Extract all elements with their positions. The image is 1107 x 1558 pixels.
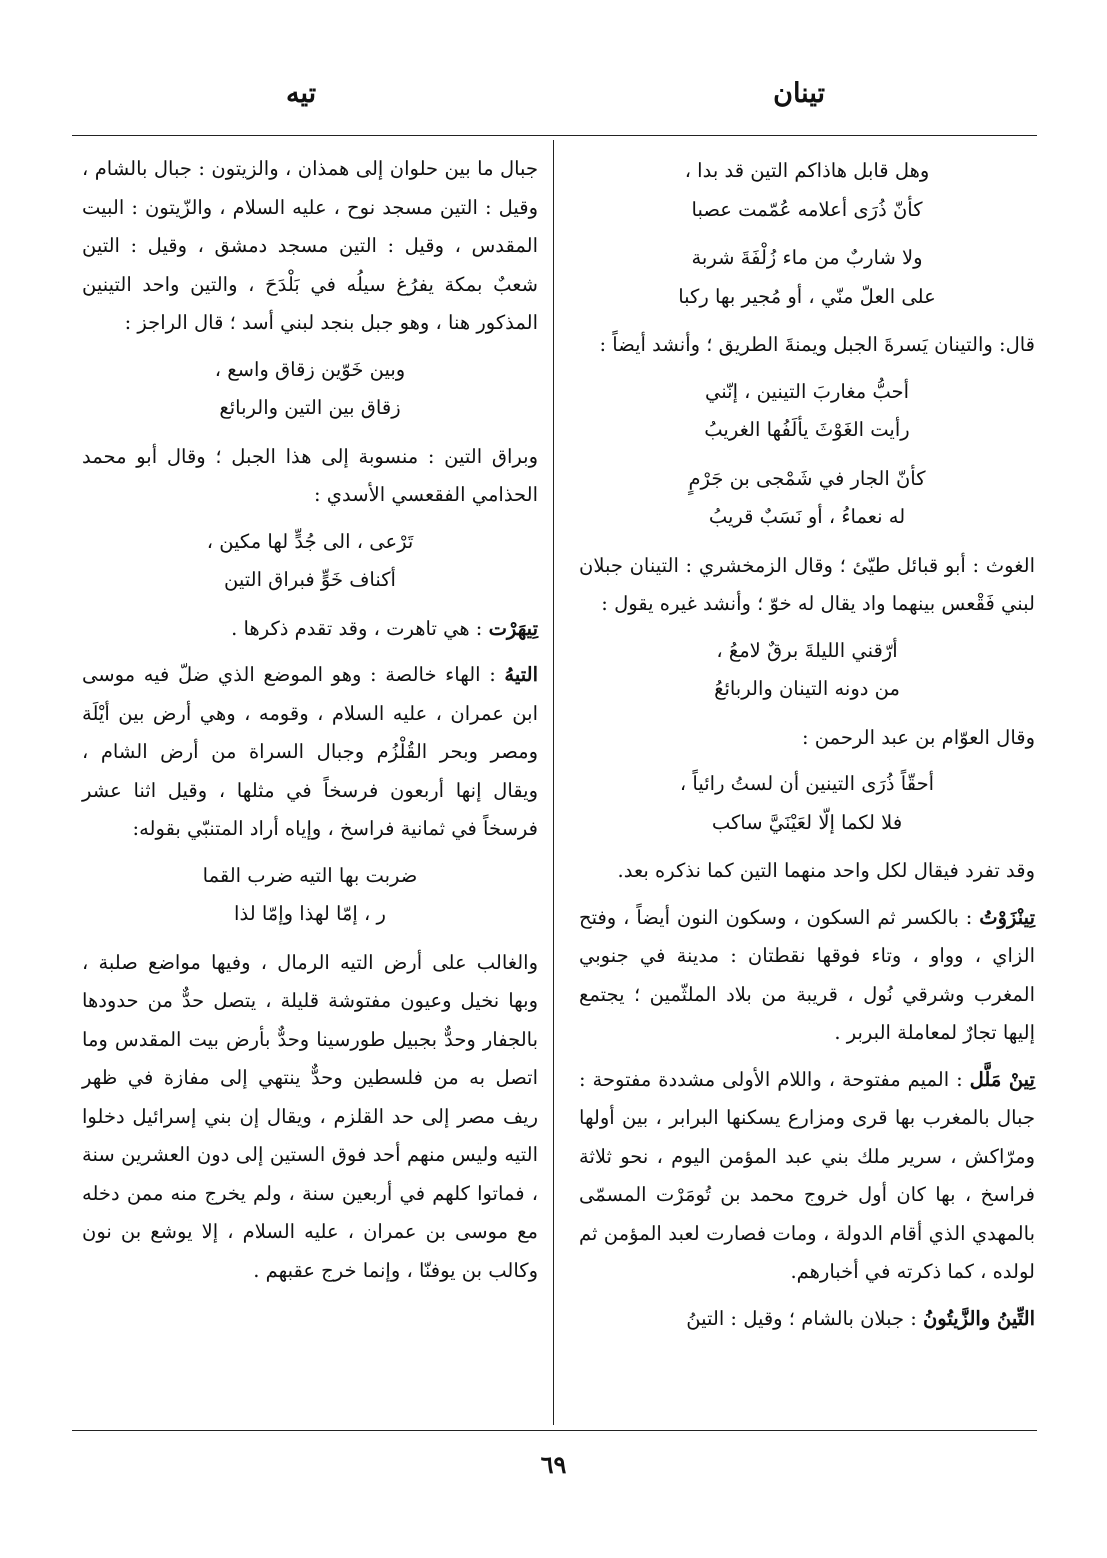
paragraph: وقال العوّام بن عبد الرحمن : — [801, 725, 1035, 749]
verse-line: أحقّاً ذُرَى التينين أن لستُ رائياً ، — [679, 772, 935, 795]
dictionary-entry — [82, 656, 538, 849]
paragraph: الغوث : أبو قبائل طيّئ ؛ وقال الزمخشري : التينان جبلان لبني فَقْعس بينهما واد يقال له خوّ ؛ وأنشد غيره يقول : — [579, 553, 1035, 615]
entry-text: : جبلان بالشام ؛ وقيل : التينُ — [686, 1306, 923, 1330]
verse-line: تَرْعى ، الى جُدٍّ لها مكين ، — [206, 529, 414, 553]
page-number: ٦٩ — [540, 1450, 567, 1479]
verse-line: رأيت الغَوْثَ يألَفُها الغريبُ — [704, 418, 910, 441]
verse-line: وهل قابل هاذاكم التين قد بدا ، — [684, 159, 930, 182]
verse-line: من دونه التينان والربائعُ — [714, 677, 900, 700]
entry-headword: تِينْ مَلَّل — [969, 1067, 1035, 1091]
verse-line: فلا لكما إلّا لعَيْنَيَّ ساكب — [711, 810, 903, 834]
verse-block — [579, 152, 1035, 229]
dictionary-entry — [579, 899, 1035, 1053]
verse-line: كأنّ الجار في شَمْجى بن جَرْمٍ — [688, 466, 926, 490]
verse-line: ضربت بها التيه ضرب القما — [202, 863, 418, 887]
header-word-left: تيه — [286, 78, 317, 109]
column-divider — [553, 140, 554, 1425]
verse-line: ر ، إمّا لهذا وإمّا لذا — [234, 902, 386, 925]
paragraph: وقد تفرد فيقال لكل واحد منهما التين كما نذكره بعد. — [617, 859, 1035, 882]
entry-text: : هي تاهرت ، وقد تقدم ذكرها . — [231, 616, 489, 640]
verse-line: ولا شاربٌ من ماء زُلْفَةَ شربة — [691, 246, 923, 269]
entry-headword: تِيهَرْت — [488, 616, 538, 640]
header-word-right: تينان — [773, 78, 825, 109]
verse-line: كأنّ ذُرَى أعلامه عُمّمت عصبا — [691, 197, 923, 221]
verse-line: أحبُّ مغاربَ التينين ، إنّني — [705, 379, 909, 403]
paragraph: والغالب على أرض التيه الرمال ، وفيها مواضع صلبة ، وبها نخيل وعيون مفتوشة قليلة ، يتصل حدٌّ من حدودها بالجفار وحدٌّ بجبيل طورسينا وحدٌّ بأرض بيت المقدس وما اتصل به من فلسطين وحدٌّ ينتهي إلى مفازة في ظهر ريف مصر إلى حد القلزم ، ويقال إن بني إسرائيل دخلوا التيه وليس منهم أحد فوق الستين إلى دون العشرين سنة ، فماتوا كلهم في أربعين سنة ، ولم يخرج منه ممن دخله مع موسى بن عمران ، عليه السلام ، إلا يوشع بن نون وكالب بن يوفنّا ، وإنما خرج عقبهم . — [82, 950, 538, 1282]
left-column — [82, 150, 538, 1298]
verse-block — [579, 373, 1035, 450]
entry-text: : بالكسر ثم السكون ، وسكون النون أيضاً ، وفتح الزاي ، وواو ، وتاء فوقها نقطتان : مدينة في جنوبي المغرب وشرقي نُول ، قريبة من بلاد الملثّمين ؛ يجتمع إليها تجارٌ لمعاملة البربر . — [579, 905, 1035, 1044]
verse-block — [82, 523, 538, 600]
paragraph: وبراق التين : منسوبة إلى هذا الجبل ؛ وقال أبو محمد الحذامي الفقعسي الأسدي : — [82, 444, 538, 506]
verse-block — [579, 765, 1035, 842]
verse-block — [579, 239, 1035, 316]
entry-headword: التِّينُ والزَّيتُونُ — [922, 1306, 1035, 1330]
verse-line: أرّقني الليلةَ برقٌ لامعُ ، — [716, 638, 898, 662]
bottom-rule — [72, 1430, 1037, 1431]
verse-block — [579, 632, 1035, 709]
verse-block — [579, 460, 1035, 537]
dictionary-entry — [82, 610, 538, 649]
top-rule — [72, 135, 1037, 136]
entry-headword: تِينْزَوْتُ — [979, 905, 1035, 929]
verse-line: أكناف خَوٍّ فبراق التين — [224, 568, 396, 591]
verse-line: على العلّ منّي ، أو مُجير بها ركبا — [678, 284, 936, 308]
entry-text: : الميم مفتوحة ، واللام الأولى مشددة مفتوحة : جبال بالمغرب بها قرى ومزارع يسكنها البرابر ، بين أولها ومرّاكش ، سرير ملك بني عبد المؤمن اليوم ، نحو ثلاثة فراسخ ، بها كان أول خروج محمد بن تُومَرْت المسمّى بالمهدي الذي أقام الدولة ، ومات فصارت لعبد المؤمن ثم لولده ، كما ذكرته في أخبارهم. — [579, 1067, 1035, 1283]
entry-headword: التيهُ — [504, 663, 538, 686]
verse-block — [82, 351, 538, 428]
paragraph: جبال ما بين حلوان إلى همذان ، والزيتون : جبال بالشام ، وقيل : التين مسجد نوح ، عليه السلام ، والزّيتون : البيت المقدس ، وقيل : التين مسجد دمشق ، وقيل : التين شعبٌ بمكة يفرُغ سيلُه في بَلْدَحَ ، والتين واحد التينين المذكور هنا ، وهو جبل بنجد لبني أسد ؛ قال الراجز : — [82, 157, 538, 334]
dictionary-entry — [579, 1061, 1035, 1292]
verse-line: وبين خَوّين زقاق واسع ، — [214, 357, 406, 381]
verse-block — [82, 857, 538, 934]
dictionary-entry — [579, 1300, 1035, 1339]
paragraph: قال: والتينان يَسرةَ الجبل ويمنةَ الطريق ؛ وأنشد أيضاً : — [599, 333, 1035, 356]
right-column — [579, 150, 1035, 1346]
verse-line: له نعماءُ ، أو نَسَبٌ قريبُ — [708, 505, 906, 528]
entry-text: : الهاء خالصة : وهو الموضع الذي ضلّ فيه موسى ابن عمران ، عليه السلام ، وقومه ، وهي أرض بين أيْلَة ومصر وبحر القُلْزُم وجبال السراة من أرض الشام ، ويقال إنها أربعون فرسخاً في مثلها ، وقيل اثنا عشر فرسخاً في ثمانية فراسخ ، وإياه أراد المتنبّي بقوله: — [82, 663, 538, 840]
verse-line: زقاق بين التين والربائع — [219, 396, 401, 419]
